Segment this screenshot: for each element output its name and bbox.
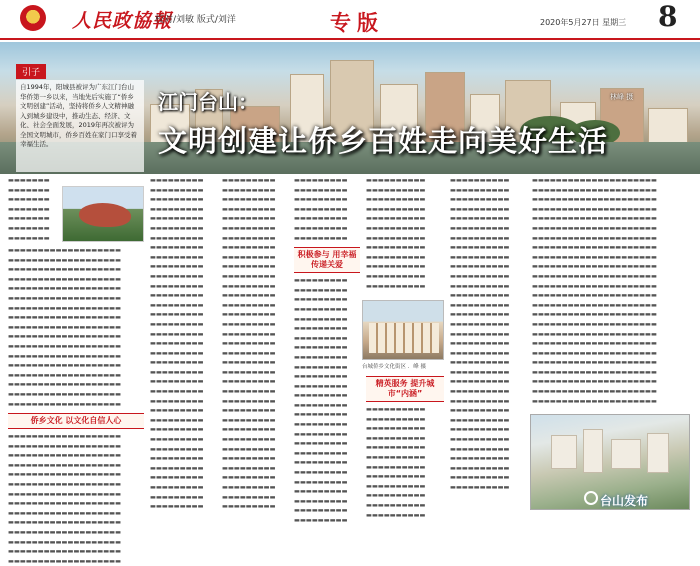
- body-text: ▬▬▬▬▬▬▬▬▬▬▬▬▬▬▬▬▬▬▬ ▬▬▬▬▬▬▬▬▬▬▬▬▬▬▬▬▬▬▬ ▬▬▬▬▬▬▬▬▬▬▬▬▬▬▬▬▬▬▬ ▬▬▬▬▬▬▬▬▬▬▬▬▬▬▬▬▬▬▬ ▬▬▬▬▬▬▬▬▬▬▬▬▬▬▬▬▬▬▬ ▬▬▬▬▬▬▬▬▬▬▬▬▬▬▬▬▬▬▬ ▬▬▬▬▬▬▬▬▬▬▬▬▬▬▬▬▬▬▬ ▬▬▬▬▬▬▬▬▬▬▬▬▬▬▬▬▬▬▬ ▬▬▬▬▬▬▬▬▬▬▬▬▬▬▬▬▬▬▬ ▬▬▬▬▬▬▬▬▬▬▬▬▬▬▬▬▬▬▬ ▬▬▬▬▬▬▬▬▬▬▬▬▬▬▬▬▬▬▬ ▬▬▬▬▬▬▬▬▬▬▬▬▬▬▬▬▬▬▬ ▬▬▬▬▬▬▬▬▬▬▬▬▬▬▬▬▬▬▬ ▬▬▬▬▬▬▬▬▬▬▬▬▬▬▬▬▬▬▬: [8, 433, 122, 565]
- headline-line2: 文明创建让侨乡百姓走向美好生活: [158, 124, 609, 158]
- building: [648, 108, 688, 144]
- building: [611, 439, 641, 469]
- street-photo-caption: 台城侨乡文化街区 ．峰 摄: [362, 364, 426, 370]
- column-3: [222, 176, 288, 510]
- subhead-1: 侨乡文化 以文化自信人心: [8, 413, 144, 429]
- intro-text: 自1994年，阳城县被评为广东江门台山华侨第一乡以来，当地先后实施了“侨乡文明创建”活动，坚持将侨乡人文精神融入到城乡建设中，推动生态、经济、文化、社会全面发展，2019年再次被评为全国文明城市，侨乡百姓在家门口享受着幸福生活。: [16, 80, 144, 172]
- building: [551, 435, 577, 469]
- body-text: ▬▬▬▬▬▬▬ ▬▬▬▬▬▬▬ ▬▬▬▬▬▬▬ ▬▬▬▬▬▬▬ ▬▬▬▬▬▬▬ ▬▬▬▬▬▬▬ ▬▬▬▬▬▬▬: [8, 177, 50, 242]
- body-text: ▬▬▬▬▬▬▬▬▬▬▬▬▬▬▬▬▬▬▬ ▬▬▬▬▬▬▬▬▬▬▬▬▬▬▬▬▬▬▬ ▬▬▬▬▬▬▬▬▬▬▬▬▬▬▬▬▬▬▬ ▬▬▬▬▬▬▬▬▬▬▬▬▬▬▬▬▬▬▬ ▬▬▬▬▬▬▬▬▬▬▬▬▬▬▬▬▬▬▬ ▬▬▬▬▬▬▬▬▬▬▬▬▬▬▬▬▬▬▬ ▬▬▬▬▬▬▬▬▬▬▬▬▬▬▬▬▬▬▬ ▬▬▬▬▬▬▬▬▬▬▬▬▬▬▬▬▬▬▬ ▬▬▬▬▬▬▬▬▬▬▬▬▬▬▬▬▬▬▬ ▬▬▬▬▬▬▬▬▬▬▬▬▬▬▬▬▬▬▬ ▬▬▬▬▬▬▬▬▬▬▬▬▬▬▬▬▬▬▬ ▬▬▬▬▬▬▬▬▬▬▬▬▬▬▬▬▬▬▬ ▬▬▬▬▬▬▬▬▬▬▬▬▬▬▬▬▬▬▬ ▬▬▬▬▬▬▬▬▬▬▬▬▬▬▬▬▬▬▬ ▬▬▬▬▬▬▬▬▬▬▬▬▬▬▬▬▬▬▬ ▬▬▬▬▬▬▬▬▬▬▬▬▬▬▬▬▬▬▬ ▬▬▬▬▬▬▬▬▬▬▬▬▬▬▬▬▬▬▬: [8, 247, 122, 408]
- subhead-3: 精英服务 提升城市“内涵”: [366, 376, 444, 402]
- column-6: [450, 176, 526, 510]
- headline: [158, 86, 608, 160]
- emblem-icon: [20, 5, 46, 31]
- monument-stone: [79, 203, 131, 227]
- body-text: ▬▬▬▬▬▬▬▬▬▬ ▬▬▬▬▬▬▬▬▬▬ ▬▬▬▬▬▬▬▬▬▬ ▬▬▬▬▬▬▬▬▬▬ ▬▬▬▬▬▬▬▬▬▬ ▬▬▬▬▬▬▬▬▬▬ ▬▬▬▬▬▬▬▬▬▬ ▬▬▬▬▬▬▬▬▬▬ ▬▬▬▬▬▬▬▬▬▬ ▬▬▬▬▬▬▬▬▬▬ ▬▬▬▬▬▬▬▬▬▬ ▬▬▬▬▬▬▬▬▬▬: [366, 177, 426, 290]
- headline-line1: 江门台山：: [158, 90, 258, 114]
- photo-credit: 林峰 摄: [610, 93, 634, 101]
- column-5-bottom: [366, 372, 444, 519]
- watermark-icon: [584, 491, 598, 505]
- body-text: ▬▬▬▬▬▬▬▬▬▬ ▬▬▬▬▬▬▬▬▬▬ ▬▬▬▬▬▬▬▬▬▬ ▬▬▬▬▬▬▬▬▬▬ ▬▬▬▬▬▬▬▬▬▬ ▬▬▬▬▬▬▬▬▬▬ ▬▬▬▬▬▬▬▬▬▬ ▬▬▬▬▬▬▬▬▬▬ ▬▬▬▬▬▬▬▬▬▬ ▬▬▬▬▬▬▬▬▬▬ ▬▬▬▬▬▬▬▬▬▬ ▬▬▬▬▬▬▬▬▬▬ ▬▬▬▬▬▬▬▬▬▬ ▬▬▬▬▬▬▬▬▬▬ ▬▬▬▬▬▬▬▬▬▬ ▬▬▬▬▬▬▬▬▬▬ ▬▬▬▬▬▬▬▬▬▬ ▬▬▬▬▬▬▬▬▬▬ ▬▬▬▬▬▬▬▬▬▬ ▬▬▬▬▬▬▬▬▬▬ ▬▬▬▬▬▬▬▬▬▬ ▬▬▬▬▬▬▬▬▬▬ ▬▬▬▬▬▬▬▬▬▬ ▬▬▬▬▬▬▬▬▬▬ ▬▬▬▬▬▬▬▬▬▬ ▬▬▬▬▬▬▬▬▬▬ ▬▬▬▬▬▬▬▬▬▬ ▬▬▬▬▬▬▬▬▬▬ ▬▬▬▬▬▬▬▬▬▬ ▬▬▬▬▬▬▬▬▬▬ ▬▬▬▬▬▬▬▬▬▬ ▬▬▬▬▬▬▬▬▬▬ ▬▬▬▬▬▬▬▬▬▬: [450, 177, 510, 491]
- subhead-2: 积极参与 用幸福传递关爱: [294, 247, 360, 273]
- page-number: 8: [658, 0, 678, 33]
- section-title: 专版: [330, 10, 384, 35]
- body-text: ▬▬▬▬▬▬▬▬▬ ▬▬▬▬▬▬▬▬▬ ▬▬▬▬▬▬▬▬▬ ▬▬▬▬▬▬▬▬▬ ▬▬▬▬▬▬▬▬▬ ▬▬▬▬▬▬▬▬▬ ▬▬▬▬▬▬▬▬▬ ▬▬▬▬▬▬▬▬▬ ▬▬▬▬▬▬▬▬▬ ▬▬▬▬▬▬▬▬▬ ▬▬▬▬▬▬▬▬▬ ▬▬▬▬▬▬▬▬▬ ▬▬▬▬▬▬▬▬▬ ▬▬▬▬▬▬▬▬▬ ▬▬▬▬▬▬▬▬▬ ▬▬▬▬▬▬▬▬▬ ▬▬▬▬▬▬▬▬▬ ▬▬▬▬▬▬▬▬▬ ▬▬▬▬▬▬▬▬▬ ▬▬▬▬▬▬▬▬▬ ▬▬▬▬▬▬▬▬▬ ▬▬▬▬▬▬▬▬▬ ▬▬▬▬▬▬▬▬▬ ▬▬▬▬▬▬▬▬▬ ▬▬▬▬▬▬▬▬▬ ▬▬▬▬▬▬▬▬▬ ▬▬▬▬▬▬▬▬▬ ▬▬▬▬▬▬▬▬▬ ▬▬▬▬▬▬▬▬▬ ▬▬▬▬▬▬▬▬▬ ▬▬▬▬▬▬▬▬▬ ▬▬▬▬▬▬▬▬▬ ▬▬▬▬▬▬▬▬▬ ▬▬▬▬▬▬▬▬▬ ▬▬▬▬▬▬▬▬▬: [222, 177, 276, 511]
- editor-credit: 校对/刘敏 版式/刘洋: [155, 15, 236, 25]
- building: [583, 429, 603, 473]
- dateline: 2020年5月27日 星期三: [540, 18, 627, 27]
- body-text: ▬▬▬▬▬▬▬▬▬▬ ▬▬▬▬▬▬▬▬▬▬ ▬▬▬▬▬▬▬▬▬▬ ▬▬▬▬▬▬▬▬▬▬ ▬▬▬▬▬▬▬▬▬▬ ▬▬▬▬▬▬▬▬▬▬ ▬▬▬▬▬▬▬▬▬▬ ▬▬▬▬▬▬▬▬▬▬ ▬▬▬▬▬▬▬▬▬▬ ▬▬▬▬▬▬▬▬▬▬ ▬▬▬▬▬▬▬▬▬▬ ▬▬▬▬▬▬▬▬▬▬: [366, 406, 426, 519]
- building: [647, 433, 669, 473]
- arcade-buildings: [369, 323, 439, 353]
- body-text: ▬▬▬▬▬▬▬▬▬▬▬▬▬▬▬▬▬▬▬▬▬ ▬▬▬▬▬▬▬▬▬▬▬▬▬▬▬▬▬▬▬▬▬ ▬▬▬▬▬▬▬▬▬▬▬▬▬▬▬▬▬▬▬▬▬ ▬▬▬▬▬▬▬▬▬▬▬▬▬▬▬▬▬▬▬▬▬ ▬▬▬▬▬▬▬▬▬▬▬▬▬▬▬▬▬▬▬▬▬ ▬▬▬▬▬▬▬▬▬▬▬▬▬▬▬▬▬▬▬▬▬ ▬▬▬▬▬▬▬▬▬▬▬▬▬▬▬▬▬▬▬▬▬ ▬▬▬▬▬▬▬▬▬▬▬▬▬▬▬▬▬▬▬▬▬ ▬▬▬▬▬▬▬▬▬▬▬▬▬▬▬▬▬▬▬▬▬ ▬▬▬▬▬▬▬▬▬▬▬▬▬▬▬▬▬▬▬▬▬ ▬▬▬▬▬▬▬▬▬▬▬▬▬▬▬▬▬▬▬▬▬ ▬▬▬▬▬▬▬▬▬▬▬▬▬▬▬▬▬▬▬▬▬ ▬▬▬▬▬▬▬▬▬▬▬▬▬▬▬▬▬▬▬▬▬ ▬▬▬▬▬▬▬▬▬▬▬▬▬▬▬▬▬▬▬▬▬ ▬▬▬▬▬▬▬▬▬▬▬▬▬▬▬▬▬▬▬▬▬ ▬▬▬▬▬▬▬▬▬▬▬▬▬▬▬▬▬▬▬▬▬ ▬▬▬▬▬▬▬▬▬▬▬▬▬▬▬▬▬▬▬▬▬ ▬▬▬▬▬▬▬▬▬▬▬▬▬▬▬▬▬▬▬▬▬ ▬▬▬▬▬▬▬▬▬▬▬▬▬▬▬▬▬▬▬▬▬ ▬▬▬▬▬▬▬▬▬▬▬▬▬▬▬▬▬▬▬▬▬ ▬▬▬▬▬▬▬▬▬▬▬▬▬▬▬▬▬▬▬▬▬ ▬▬▬▬▬▬▬▬▬▬▬▬▬▬▬▬▬▬▬▬▬ ▬▬▬▬▬▬▬▬▬▬▬▬▬▬▬▬▬▬▬▬▬ ▬▬▬▬▬▬▬▬▬▬▬▬▬▬▬▬▬▬▬▬▬: [532, 177, 657, 405]
- watermark: 台山发布: [600, 494, 649, 508]
- newspaper-logo: 人民政協報: [72, 10, 173, 32]
- intro-tag: 引子: [16, 64, 46, 79]
- body-text: ▬▬▬▬▬▬▬▬▬ ▬▬▬▬▬▬▬▬▬ ▬▬▬▬▬▬▬▬▬ ▬▬▬▬▬▬▬▬▬ ▬▬▬▬▬▬▬▬▬ ▬▬▬▬▬▬▬▬▬ ▬▬▬▬▬▬▬▬▬: [294, 177, 348, 242]
- masthead: [0, 0, 700, 40]
- column-4: [294, 176, 360, 524]
- body-text: ▬▬▬▬▬▬▬▬▬ ▬▬▬▬▬▬▬▬▬ ▬▬▬▬▬▬▬▬▬ ▬▬▬▬▬▬▬▬▬ ▬▬▬▬▬▬▬▬▬ ▬▬▬▬▬▬▬▬▬ ▬▬▬▬▬▬▬▬▬ ▬▬▬▬▬▬▬▬▬ ▬▬▬▬▬▬▬▬▬ ▬▬▬▬▬▬▬▬▬ ▬▬▬▬▬▬▬▬▬ ▬▬▬▬▬▬▬▬▬ ▬▬▬▬▬▬▬▬▬ ▬▬▬▬▬▬▬▬▬ ▬▬▬▬▬▬▬▬▬ ▬▬▬▬▬▬▬▬▬ ▬▬▬▬▬▬▬▬▬ ▬▬▬▬▬▬▬▬▬ ▬▬▬▬▬▬▬▬▬ ▬▬▬▬▬▬▬▬▬ ▬▬▬▬▬▬▬▬▬ ▬▬▬▬▬▬▬▬▬ ▬▬▬▬▬▬▬▬▬ ▬▬▬▬▬▬▬▬▬ ▬▬▬▬▬▬▬▬▬ ▬▬▬▬▬▬▬▬▬: [294, 277, 348, 524]
- column-5-top: [366, 176, 444, 296]
- street-photo: [362, 300, 444, 360]
- column-7: [532, 176, 692, 410]
- monument-photo: [62, 186, 144, 242]
- body-text: ▬▬▬▬▬▬▬▬▬ ▬▬▬▬▬▬▬▬▬ ▬▬▬▬▬▬▬▬▬ ▬▬▬▬▬▬▬▬▬ ▬▬▬▬▬▬▬▬▬ ▬▬▬▬▬▬▬▬▬ ▬▬▬▬▬▬▬▬▬ ▬▬▬▬▬▬▬▬▬ ▬▬▬▬▬▬▬▬▬ ▬▬▬▬▬▬▬▬▬ ▬▬▬▬▬▬▬▬▬ ▬▬▬▬▬▬▬▬▬ ▬▬▬▬▬▬▬▬▬ ▬▬▬▬▬▬▬▬▬ ▬▬▬▬▬▬▬▬▬ ▬▬▬▬▬▬▬▬▬ ▬▬▬▬▬▬▬▬▬ ▬▬▬▬▬▬▬▬▬ ▬▬▬▬▬▬▬▬▬ ▬▬▬▬▬▬▬▬▬ ▬▬▬▬▬▬▬▬▬ ▬▬▬▬▬▬▬▬▬ ▬▬▬▬▬▬▬▬▬ ▬▬▬▬▬▬▬▬▬ ▬▬▬▬▬▬▬▬▬ ▬▬▬▬▬▬▬▬▬ ▬▬▬▬▬▬▬▬▬ ▬▬▬▬▬▬▬▬▬ ▬▬▬▬▬▬▬▬▬ ▬▬▬▬▬▬▬▬▬ ▬▬▬▬▬▬▬▬▬ ▬▬▬▬▬▬▬▬▬ ▬▬▬▬▬▬▬▬▬ ▬▬▬▬▬▬▬▬▬ ▬▬▬▬▬▬▬▬▬: [150, 177, 204, 511]
- column-2: [150, 176, 216, 510]
